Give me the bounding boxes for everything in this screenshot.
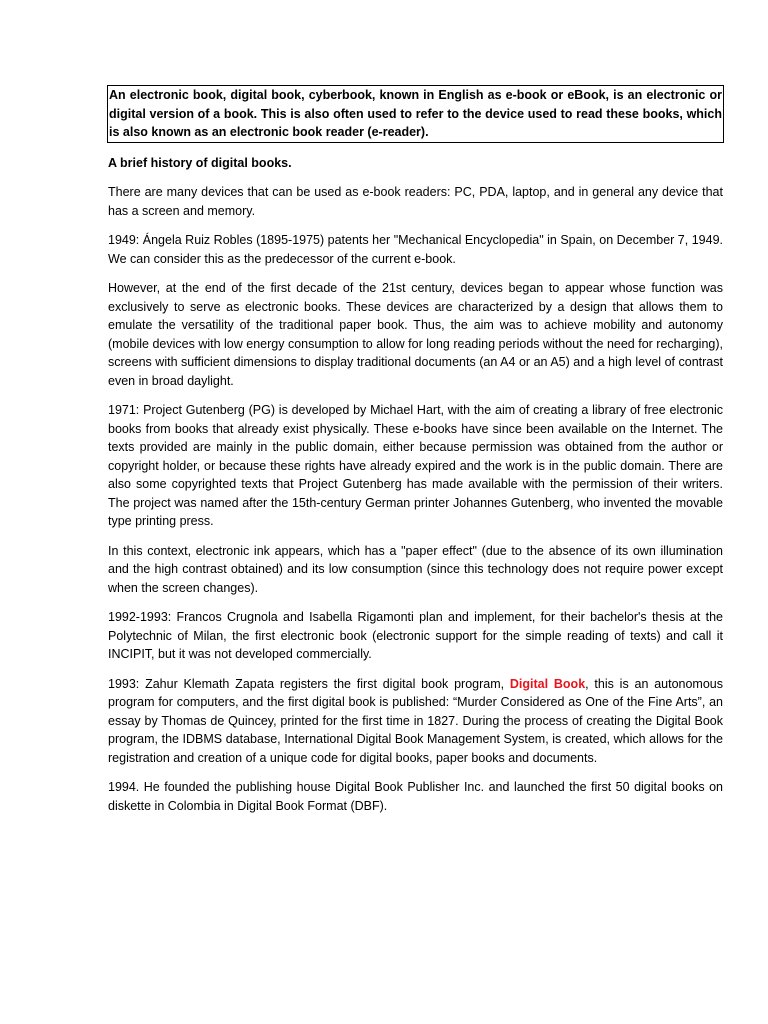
paragraph-1993 (108, 675, 723, 768)
paragraph-1992-1993: 1992-1993: Francos Crugnola and Isabella Rigamonti plan and implement, for their bachelor's thesis at the Polytechnic of Milan, the first electronic book (electronic support for the simple reading of texts) and call it INCIPIT, but it was not developed commercially. (108, 610, 723, 661)
paragraph-1971: 1971: Project Gutenberg (PG) is developed by Michael Hart, with the aim of creating a library of free electronic books from books that already exist physically. These e-books have since been available on the Internet. The texts provided are mainly in the public domain, either because permission was obtained from the author or copyright holder, or because these rights have already expired and the work is in the public domain. There are also some copyrighted texts that Project Gutenberg has made available with the permission of their writers. The project was named after the 15th-century German printer Johannes Gutenberg, who invented the movable type printing press. (108, 403, 723, 528)
paragraph-1993-end: , this is an autonomous program for computers, and the first digital book is published: “Murder Considered as One of the Fine Arts”, an essay by Thomas de Quincey, printed for the first time in 1827. During the process of creating the Digital Book program, the IDBMS database, International Digital Book Management System, is created, which allows for the registration and creation of a unique code for digital books, paper books and documents. (108, 676, 723, 765)
intro-definition-box: An electronic book, digital book, cyberbook, known in English as e-book or eBook, is an electronic or digital version of a book. This is also often used to refer to the device used to read these books, which is also known as an electronic book reader (e-reader). (107, 85, 724, 143)
paragraph-devices: There are many devices that can be used as e-book readers: PC, PDA, laptop, and in general any device that has a screen and memory. (108, 185, 723, 218)
paragraph-electronic-ink: In this context, electronic ink appears, which has a "paper effect" (due to the absence of its own illumination and the high contrast obtained) and its low consumption (since this technology does not require power except when the screen changes). (108, 543, 723, 595)
digital-book-link[interactable]: Digital Book (509, 676, 586, 691)
paragraph-1994: 1994. He founded the publishing house Digital Book Publisher Inc. and launched the first 50 digital books on diskette in Colombia in Digital Book Format (DBF). (108, 780, 723, 813)
paragraph-1949: 1949: Ángela Ruiz Robles (1895-1975) patents her "Mechanical Encyclopedia" in Spain, on December 7, 1949. We can consider this as the predecessor of the current e-book. (108, 233, 723, 266)
section-heading: A brief history of digital books. (108, 155, 292, 170)
paragraph-1993-start: 1993: Zahur Klemath Zapata registers the first digital book program, (108, 676, 510, 691)
paragraph-21st-century: However, at the end of the first decade of the 21st century, devices began to appear whose function was exclusively to serve as electronic books. These devices are characterized by a design that allows them to emulate the versatility of the traditional paper book. Thus, the aim was to achieve mobility and autonomy (mobile devices with low energy consumption to allow for long reading periods without the need for recharging), screens with sufficient dimensions to display traditional documents (an A4 or an A5) and a high level of contrast even in broad daylight. (108, 281, 723, 388)
document-page (108, 85, 723, 815)
